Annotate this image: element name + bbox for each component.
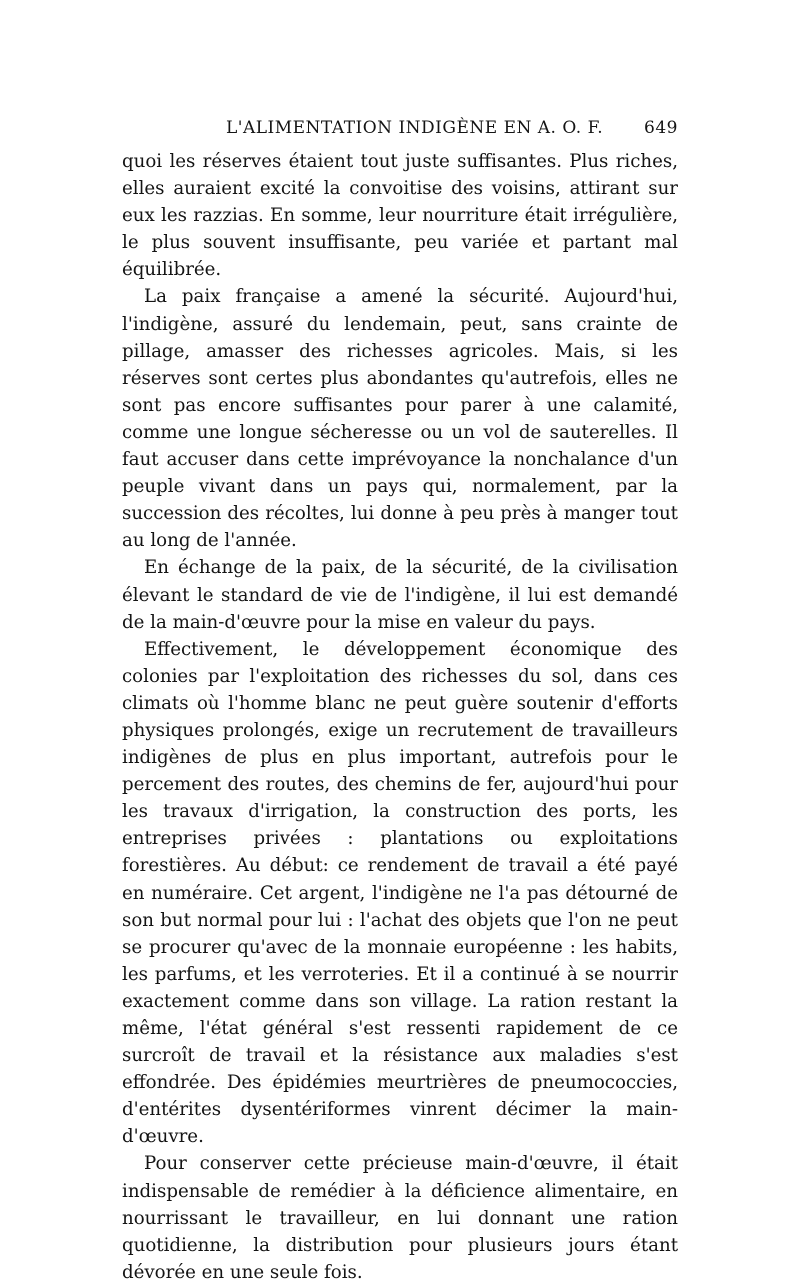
running-header: [122, 118, 678, 148]
paragraph: Effectivement, le développement économique des colonies par l'exploitation des richesses du sol, dans ces climats où l'homme blanc ne peut guère soutenir d'efforts physiques prolongés, exige un recrutement de travailleurs indigènes de plus en plus important, autrefois pour le percement des routes, des chemins de fer, aujourd'hui pour les travaux d'irrigation, la construction des ports, les entreprises privées : plantations ou exploitations forestières. Au début: ce rendement de travail a été payé en numéraire. Cet argent, l'indigène ne l'a pas détourné de son but normal pour lui : l'achat des objets que l'on ne peut se procurer qu'avec de la monnaie européenne : les habits, les parfums, et les verroteries. Et il a continué à se nourrir exactement comme dans son village. La ration restant la même, l'état général s'est ressenti rapidement de ce surcroît de travail et la résistance aux maladies s'est effondrée. Des épidémies meurtrières de pneumococcies, d'entérites dysentériformes vinrent décimer la main-d'œuvre.: [122, 638, 678, 1148]
book-page: [122, 118, 678, 1286]
body-text: [122, 148, 678, 1286]
paragraph: En échange de la paix, de la sécurité, de la civilisation élevant le standard de vie de l'indigène, il lui est demandé de la main-d'œuvre pour la mise en valeur du pays.: [122, 557, 678, 633]
running-title: L'ALIMENTATION INDIGÈNE EN A. O. F.: [226, 118, 604, 138]
page-number: 649: [644, 118, 678, 138]
paragraph: La paix française a amené la sécurité. Aujourd'hui, l'indigène, assuré du lendemain, peut, sans crainte de pillage, amasser des richesses agricoles. Mais, si les réserves sont certes plus abondantes qu'autrefois, elles ne sont pas encore suffisantes pour parer à une calamité, comme une longue sécheresse ou un vol de sauterelles. Il faut accuser dans cette imprévoyance la nonchalance d'un peuple vivant dans un pays qui, normalement, par la succession des récoltes, lui donne à peu près à manger tout au long de l'année.: [122, 286, 678, 552]
paragraph: quoi les réserves étaient tout juste suffisantes. Plus riches, elles auraient excité la convoitise des voisins, attirant sur eux les razzias. En somme, leur nourriture était irrégulière, le plus souvent insuffisante, peu variée et partant mal équilibrée.: [122, 151, 678, 281]
paragraph: Pour conserver cette précieuse main-d'œuvre, il était indispensable de remédier à la déficience alimentaire, en nourrissant le travailleur, en lui donnant une ration quotidienne, la distribution pour plusieurs jours étant dévorée en une seule fois.: [122, 1153, 678, 1283]
